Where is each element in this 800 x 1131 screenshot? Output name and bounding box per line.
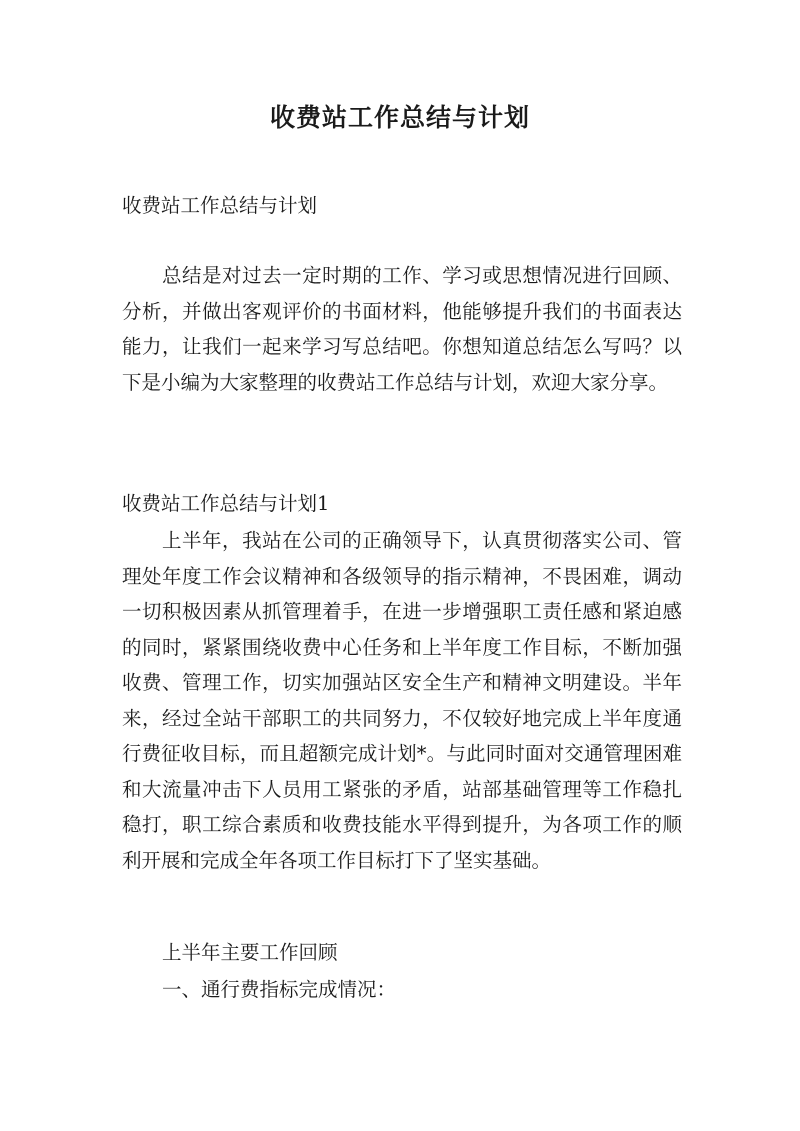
section-body-paragraph: 上半年，我站在公司的正确领导下，认真贯彻落实公司、管理处年度工作会议精神和各级领导的指示精神，不畏困难，调动一切积极因素从抓管理着手，在进一步增强职工责任感和紧迫感的同时，紧紧围绕收费中心任务和上半年度工作目标，不断加强收费、管理工作，切实加强站区安全生产和精神文明建设。半年来，经过全站干部职工的共同努力，不仅较好地完成上半年度通行费征收目标，而且超额完成计划*。与此同时面对交通管理困难和大流量冲击下人员用工紧张的矛盾，站部基础管理等工作稳扎稳打，职工综合素质和收费技能水平得到提升，为各项工作的顺利开展和完成全年各项工作目标打下了坚实基础。 xyxy=(122,529,682,872)
review-heading: 上半年主要工作回顾 xyxy=(162,941,338,964)
item-heading: 一、通行费指标完成情况： xyxy=(162,978,397,1001)
document-subtitle: 收费站工作总结与计划 xyxy=(122,194,318,217)
section-heading: 收费站工作总结与计划1 xyxy=(122,492,330,515)
document-title: 收费站工作总结与计划 xyxy=(269,103,530,132)
intro-paragraph: 总结是对过去一定时期的工作、学习或思想情况进行回顾、分析，并做出客观评价的书面材料，他能够提升我们的书面表达能力，让我们一起来学习写总结吧。你想知道总结怎么写吗？以下是小编为大家整理的收费站工作总结与计划，欢迎大家分享。 xyxy=(122,264,682,394)
